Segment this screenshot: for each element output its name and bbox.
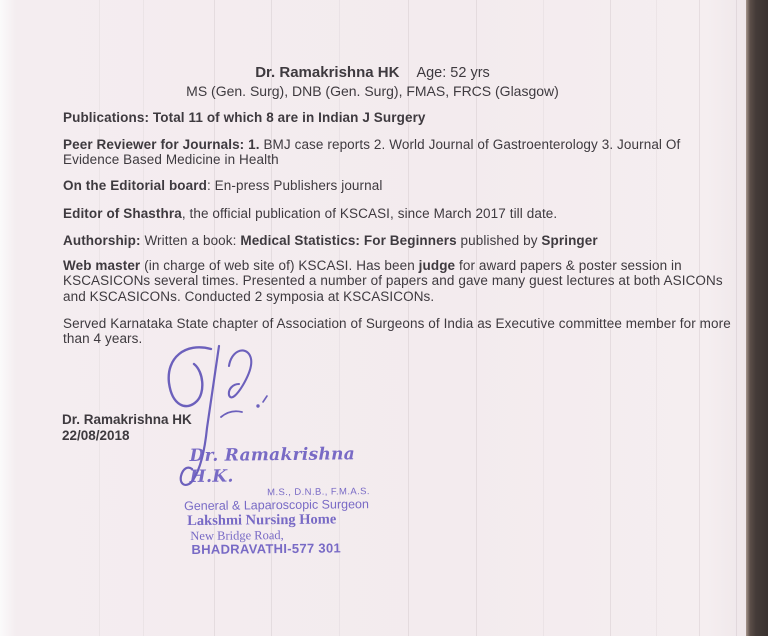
text-run: BMJ case reports 2. World Journal of Gastroenterology 3. Journal Of Evidence Based Medicine in Health — [63, 137, 681, 168]
header-line-1 — [0, 63, 745, 82]
stamp-street: New Bridge Road, — [190, 527, 284, 543]
text-run: Authorship: — [63, 233, 141, 248]
text-run: (in charge of web site of) KSCASI. Has been — [140, 258, 419, 273]
doctor-credentials: MS (Gen. Surg), DNB (Gen. Surg), FMAS, FRCS (Glasgow) — [186, 83, 559, 99]
document-header — [0, 63, 745, 100]
paragraph-authorship — [63, 233, 739, 248]
text-run: published by — [456, 233, 542, 248]
doctor-age: Age: 52 yrs — [416, 65, 490, 81]
signoff-date: 22/08/2018 — [62, 427, 130, 443]
paragraph-editorial-board — [63, 178, 739, 193]
doctor-stamp — [181, 444, 392, 557]
text-run: for award papers & poster session in KSCASICONs several times. Presented a number of papers and gave many guest lectures at both ASICONs and KSCASICONs. Conducted 2 symposia at KSCASICONs. — [63, 258, 723, 304]
stamp-clinic: Lakshmi Nursing Home — [187, 510, 337, 529]
text-run: Web master — [63, 258, 141, 273]
text-run: Peer Reviewer for Journals: 1. — [63, 137, 260, 152]
text-run: Medical Statistics: For Beginners — [240, 233, 457, 248]
doctor-name: Dr. Ramakrishna HK — [255, 64, 400, 81]
text-run: : En-press Publishers journal — [206, 178, 383, 193]
scan-edge-shadow — [746, 0, 768, 636]
paragraph-publications — [63, 110, 739, 125]
text-run: , the official publication of KSCASI, since March 2017 till date. — [181, 206, 558, 221]
stamp-city: BHADRAVATHI-577 301 — [191, 539, 342, 557]
stamp-name: Dr. Ramakrishna H.K. — [189, 444, 356, 488]
text-run: judge — [418, 258, 456, 273]
paragraph-peer-reviewer — [63, 137, 739, 168]
text-run: On the Editorial board — [63, 178, 207, 193]
signoff-name: Dr. Ramakrishna HK — [62, 412, 192, 427]
text-run: Served Karnataka State chapter of Association of Surgeons of India as Executive committee member for more than 4 years. — [63, 316, 731, 347]
stamp-title: General & Laparoscopic Surgeon — [183, 497, 369, 514]
text-run: Publications: Total 11 of which 8 are in Indian J Surgery — [63, 110, 426, 125]
text-run: Written a book: — [140, 233, 241, 248]
paragraph-editor — [63, 206, 739, 221]
stamp-degrees: M.S., D.N.B., F.M.A.S. — [267, 486, 370, 499]
paragraph-web-master — [63, 258, 739, 304]
text-run: Editor of Shasthra — [63, 206, 182, 221]
text-run: Springer — [541, 233, 598, 248]
